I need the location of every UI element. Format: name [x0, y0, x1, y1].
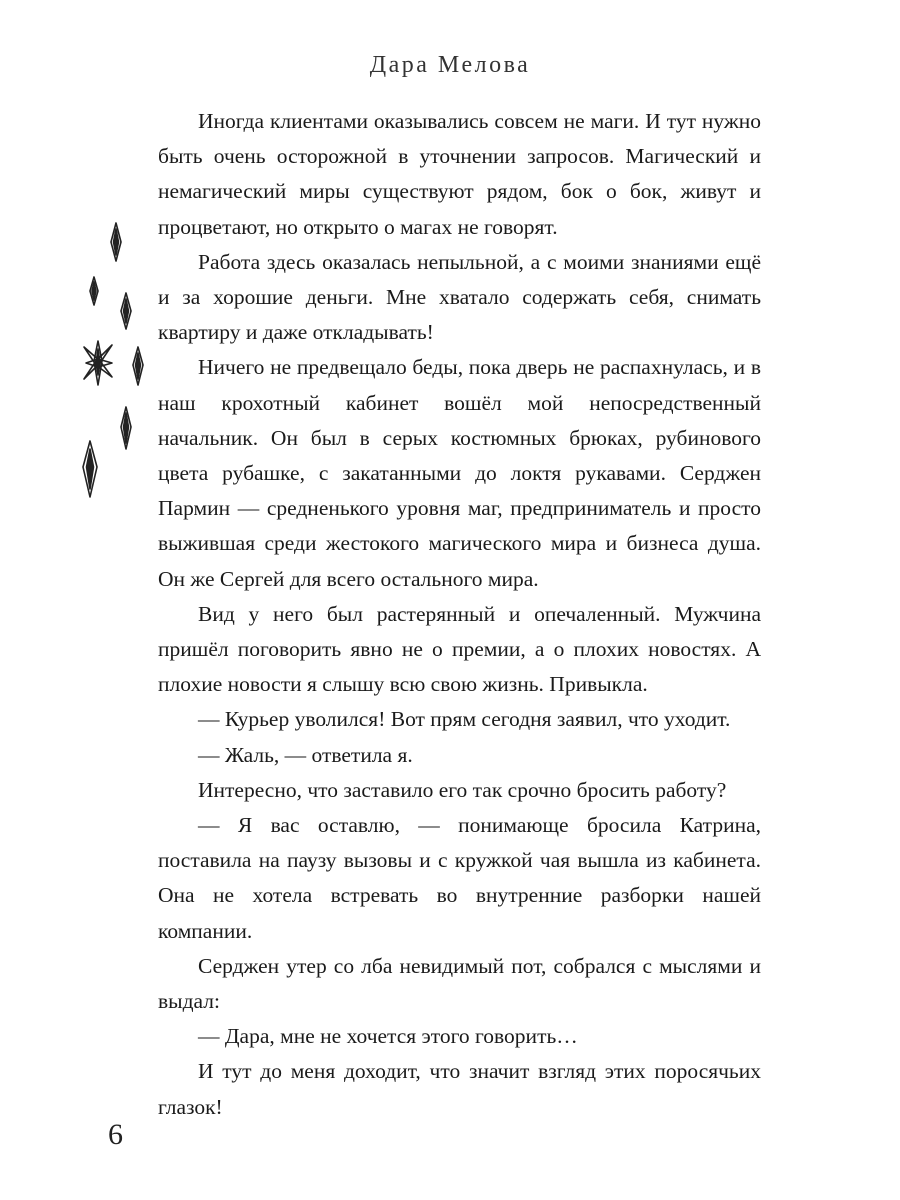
dialogue-line: — Жаль, — ответила я.	[198, 742, 413, 767]
paragraph: Вид у него был растерянный и опечаленный. Мужчина пришёл поговорить явно не о премии, а о плохих новостях. А плохие новости я слышу всю свою жизнь. Привыкла.	[158, 601, 761, 697]
paragraph: И тут до меня доходит, что значит взгляд этих поросячьих глазок!	[158, 1059, 761, 1119]
paragraph: Ничего не предвещало беды, пока дверь не распахнулась, и в наш крохотный кабинет вошёл мой непосредственный начальник. Он был в серых костюмных брюках, рубинового цвета рубашке, с закатанными до локтя рукавами. Серджен Пармин — средненького уровня маг, предприниматель и просто выжившая среди жестокого магического мира и бизнеса душа. Он же Сергей для всего остального мира.	[158, 355, 761, 591]
paragraph: Интересно, что заставило его так срочно бросить работу?	[198, 777, 727, 802]
starburst-icon	[84, 341, 112, 385]
dialogue-line: — Дара, мне не хочется этого говорить…	[198, 1024, 578, 1049]
paragraph: Иногда клиентами оказывались совсем не маги. И тут нужно быть очень осторожной в уточнении запросов. Магический и немагический миры существуют рядом, бок о бок, живут и процветают, но открыто о магах не говорят.	[158, 109, 761, 239]
sparkle-ornament	[70, 215, 160, 505]
running-head-author: Дара Мелова	[369, 52, 531, 78]
dialogue-line: — Курьер уволился! Вот прям сегодня заявил, что уходит.	[198, 707, 731, 732]
paragraph: Работа здесь оказалась непыльной, а с моими знаниями ещё и за хорошие деньги. Мне хватало содержать себя, снимать квартиру и даже откладывать!	[158, 249, 761, 345]
page-number: 6	[108, 1118, 123, 1151]
body-text	[158, 104, 761, 1125]
dialogue-line: — Я вас оставлю, — понимающе бросила Катрина, поставила на паузу вызовы и с кружкой чая вышла из кабинета. Она не хотела встревать во внутренние разборки нашей компании.	[158, 813, 761, 943]
paragraph: Серджен утер со лба невидимый пот, собрался с мыслями и выдал:	[158, 953, 761, 1014]
